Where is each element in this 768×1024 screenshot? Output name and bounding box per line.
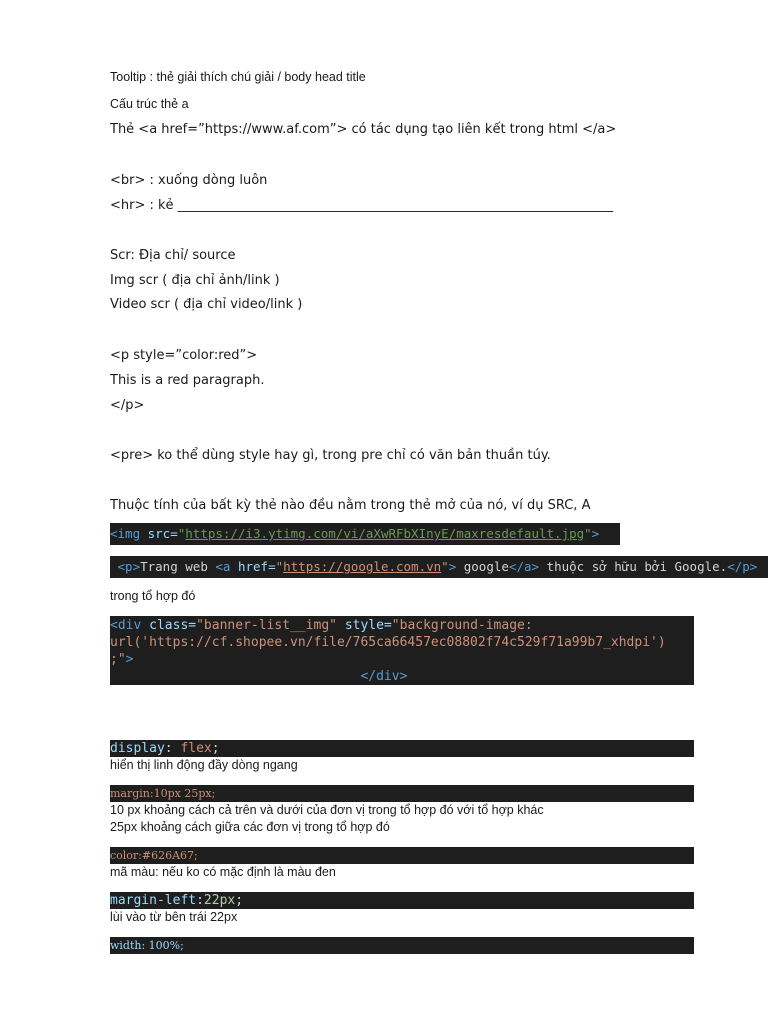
code-token: <p>	[117, 559, 141, 574]
img-code-block	[110, 523, 620, 545]
video-scr-line: Video scr ( địa chỉ video/link )	[110, 297, 303, 312]
scr-line: Scr: Địa chỉ/ source	[110, 248, 236, 263]
pre-line: <pre> ko thể dùng style hay gì, trong pre chỉ có văn bản thuần túy.	[110, 448, 551, 463]
code-token: </div>	[360, 669, 408, 684]
code-token: src=	[140, 526, 178, 541]
margin-left-code	[110, 892, 694, 909]
code-token: >	[125, 652, 134, 667]
thuoc-tinh-line: Thuộc tính của bất kỳ thẻ nào đều nằm trong thẻ mở của nó, ví dụ SRC, A	[110, 498, 591, 513]
p-close-line: </p>	[110, 398, 145, 413]
code-token: <div	[110, 618, 142, 633]
code-link[interactable]: https://google.com.vn	[283, 559, 442, 574]
code-token: google	[456, 559, 509, 574]
br-line: <br> : xuống dòng luôn	[110, 173, 268, 188]
code-token: margin-left	[110, 893, 197, 908]
margin-code: margin:10px 25px;	[110, 785, 694, 802]
code-token: :	[196, 893, 204, 908]
code-token: ;	[235, 893, 244, 908]
code-token: "	[275, 559, 284, 574]
img-scr-line: Img scr ( địa chỉ ảnh/link )	[110, 273, 280, 288]
code-token: Trang web	[140, 559, 216, 574]
margin-description-1: 10 px khoảng cách cả trên và dưới của đơn vị trong tổ hợp đó với tổ hợp khác	[110, 803, 544, 817]
code-token: display	[110, 741, 165, 756]
div-code-block	[110, 616, 694, 685]
the-a-line: Thẻ <a href=”https://www.af.com”> có tác dụng tạo liên kết trong html </a>	[110, 122, 617, 137]
code-token: </p>	[727, 559, 758, 574]
margin-left-description: lùi vào từ bên trái 22px	[110, 910, 238, 924]
code-token: 22px	[203, 893, 236, 908]
trong-to-hop-line: trong tổ hợp đó	[110, 589, 196, 603]
tooltip-line: Tooltip : thẻ giải thích chú giải / body head title	[110, 70, 366, 84]
code-token: :	[164, 741, 181, 756]
width-code: width: 100%;	[110, 937, 694, 954]
code-token: "background-image:	[391, 618, 533, 633]
code-token: style=	[337, 618, 392, 633]
code-token: ;"	[110, 652, 126, 667]
flex-description: hiển thị linh động đầy dòng ngang	[110, 758, 298, 772]
code-token: flex	[180, 741, 212, 756]
color-code: color:#626A67;	[110, 847, 694, 864]
p-open-line: <p style=”color:red”>	[110, 348, 258, 363]
code-token: ;	[211, 741, 220, 756]
code-token: "banner-list__img"	[196, 618, 337, 633]
code-token: >	[448, 559, 457, 574]
margin-description-2: 25px khoảng cách giữa các đơn vị trong tổ hợp đó	[110, 820, 390, 834]
code-link[interactable]: https://i3.ytimg.com/vi/aXwRFbXInyE/maxresdefault.jpg	[185, 526, 585, 541]
cau-truc-line: Cấu trúc thẻ a	[110, 97, 189, 111]
red-paragraph-line: This is a red paragraph.	[110, 373, 265, 388]
code-token: url('https://cf.shopee.vn/file/765ca66457ec08802f74c529f71a99b7_xhdpi')	[110, 635, 666, 650]
code-token: <a	[215, 559, 231, 574]
hr-line: <hr> : kẻ ___________________________________________________________________	[110, 198, 614, 213]
code-token: class=	[141, 618, 197, 633]
code-token: "	[441, 559, 449, 574]
code-token: href=	[230, 559, 276, 574]
p-link-code-block	[110, 556, 768, 578]
code-token: "	[584, 526, 592, 541]
code-token: <img	[110, 526, 141, 541]
code-token: </a>	[508, 559, 540, 574]
display-flex-code	[110, 740, 694, 757]
color-description: mã màu: nếu ko có mặc định là màu đen	[110, 865, 336, 879]
code-token: >	[591, 526, 600, 541]
code-token: thuộc sở hữu bởi Google.	[539, 559, 728, 574]
code-token: "	[177, 526, 186, 541]
